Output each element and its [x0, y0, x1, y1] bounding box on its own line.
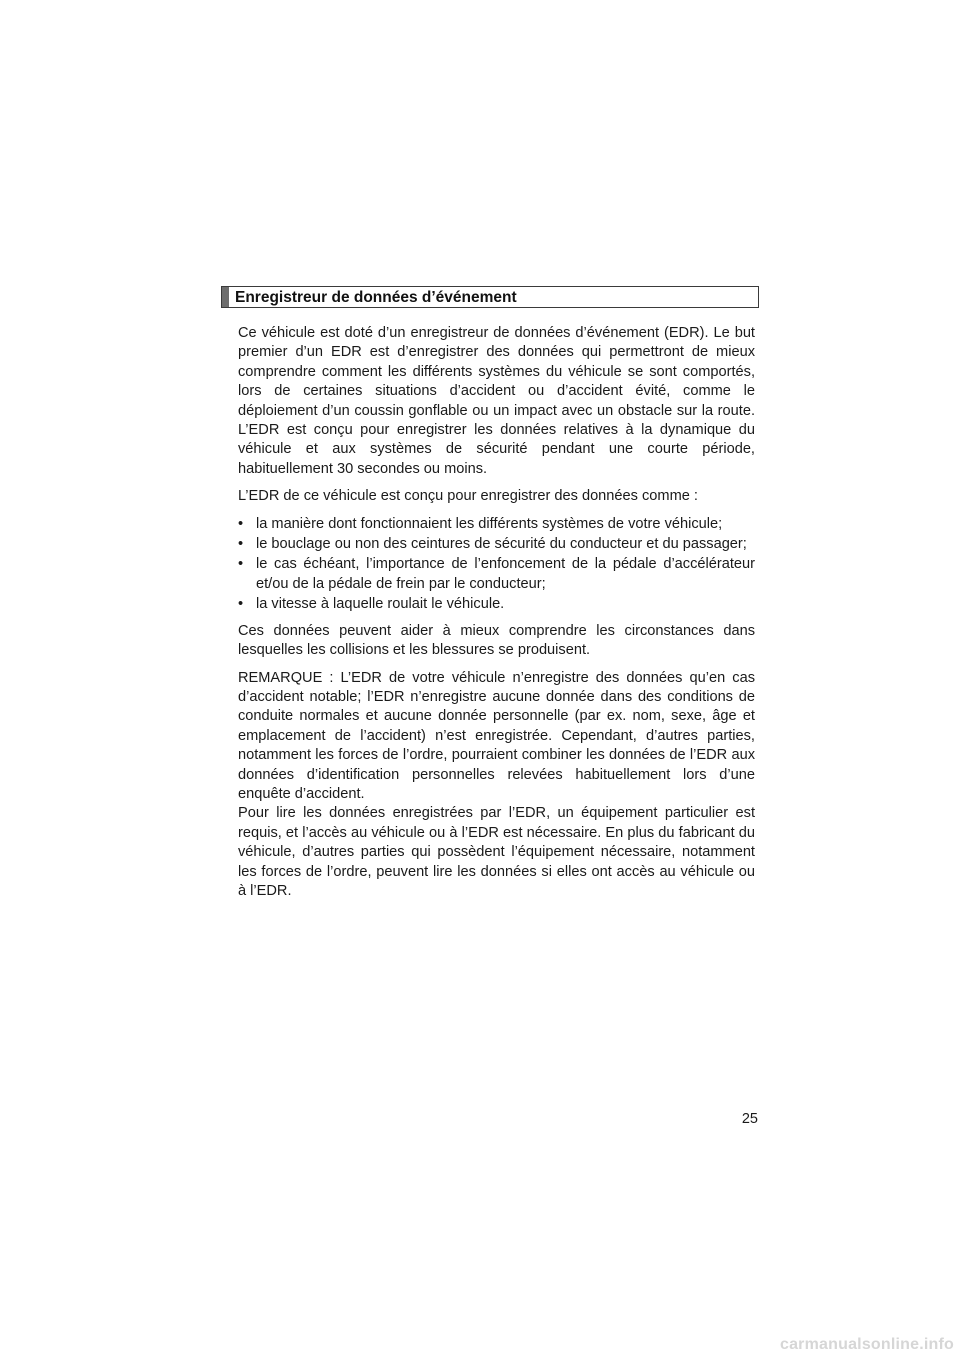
list-item	[238, 595, 755, 614]
watermark: carmanualsonline.info	[779, 1336, 954, 1353]
remarque-paragraph: REMARQUE : L’EDR de votre véhicule n’enregistre des données qu’en cas d’accident notable; l’EDR n’enregistre aucune donnée dans des conditions de conduite normales et aucune donnée personnelle (par ex. nom, sexe, âge et emplacement de l’accident) n’est enregistrée. Cependant, d’autres parties, notamment les forces de l’ordre, pourraient combiner les données de l’EDR aux données d’identification personnelles relevées habituellement lors d’une enquête d’accident.	[238, 669, 755, 802]
section-title: Enregistreur de données d’événement	[235, 289, 517, 306]
bullet-icon: •	[238, 515, 244, 532]
data-list	[238, 515, 755, 615]
list-item-text: le cas échéant, l’importance de l’enfoncement de la pédale d’accélérateur et/ou de la pédale de frein par le conducteur;	[256, 556, 755, 592]
body-content	[238, 324, 755, 909]
bullet-icon: •	[238, 556, 244, 573]
list-intro-paragraph: L’EDR de ce véhicule est conçu pour enregistrer des données comme :	[238, 488, 698, 505]
bullet-icon: •	[238, 596, 244, 613]
section-header	[221, 286, 759, 308]
list-item-text: la vitesse à laquelle roulait le véhicule.	[256, 596, 505, 613]
section-header-bar	[222, 287, 229, 307]
list-item	[238, 555, 755, 594]
list-item-text: la manière dont fonctionnaient les différents systèmes de votre véhicule;	[256, 515, 723, 532]
after-list-paragraph: Ces données peuvent aider à mieux comprendre les circonstances dans lesquelles les collisions et les blessures se produisent.	[238, 622, 755, 659]
lecture-paragraph: Pour lire les données enregistrées par l’EDR, un équipement particulier est requis, et l’accès au véhicule ou à l’EDR est nécessaire. En plus du fabricant du véhicule, d’autres parties qui possèdent l’équipement nécessaire, notamment les forces de l’ordre, peuvent lire les données si elles ont accès au véhicule ou à l’EDR.	[238, 805, 755, 899]
intro-paragraph: Ce véhicule est doté d’un enregistreur de données d’événement (EDR). Le but premier d’un EDR est d’enregistrer des données qui permettront de mieux comprendre comment les différents systèmes du véhicule se sont comportés, lors de certaines situations d’accident ou d’accident évité, comme le déploiement d’un coussin gonflable ou un impact avec un obstacle sur la route. L’EDR est conçu pour enregistrer les données relatives à la dynamique du véhicule et aux systèmes de sécurité pendant une courte période, habituellement 30 secondes ou moins.	[238, 325, 755, 477]
list-item	[238, 515, 755, 534]
list-item	[238, 535, 755, 554]
list-item-text: le bouclage ou non des ceintures de sécurité du conducteur et du passager;	[256, 536, 747, 553]
page-number: 25	[741, 1111, 758, 1127]
bullet-icon: •	[238, 536, 244, 553]
